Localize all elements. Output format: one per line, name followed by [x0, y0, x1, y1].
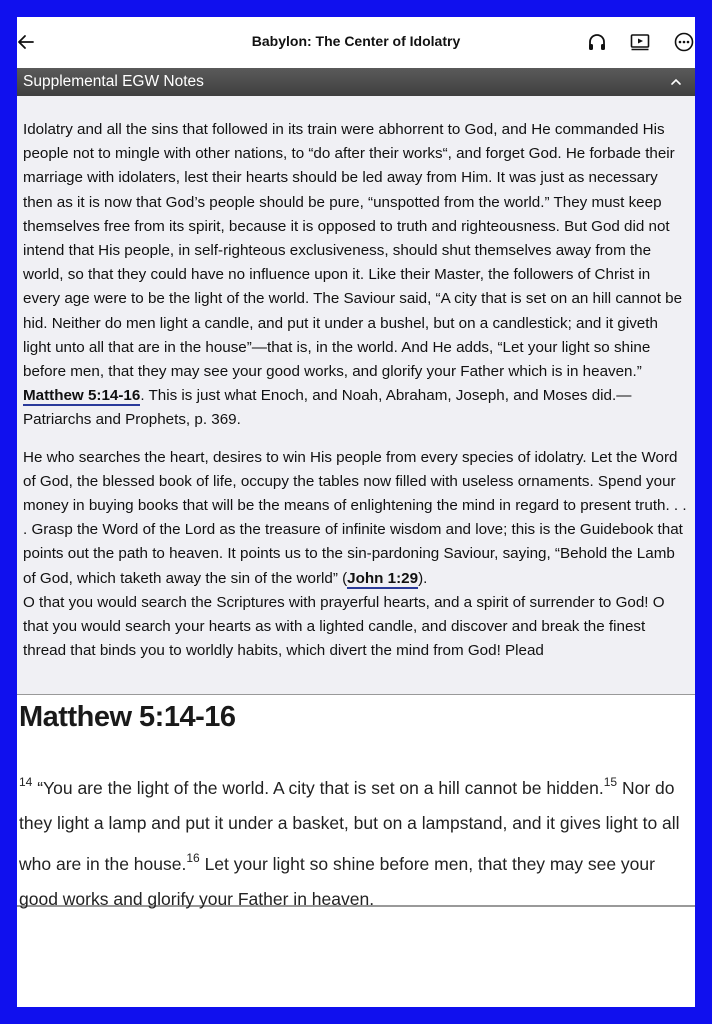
supplemental-notes-header[interactable]	[17, 68, 695, 96]
app-frame	[17, 17, 695, 1007]
scripture-link-john[interactable]: John 1:29	[347, 569, 419, 587]
notes-paragraph-tail: . This is just what Enoch, and Noah, Abraham, Joseph, and Moses did.—Patriarchs and Prophets, p. 369.	[23, 387, 632, 429]
video-play-icon[interactable]	[629, 31, 651, 53]
verse-number: 14	[19, 775, 33, 789]
verse-popup-panel	[17, 694, 695, 907]
verse-reference-title: Matthew 5:14-16	[19, 701, 236, 733]
more-options-icon[interactable]	[673, 31, 695, 53]
notes-content	[17, 96, 695, 694]
verse-number: 15	[603, 775, 618, 789]
notes-paragraph	[17, 118, 695, 433]
scripture-link-matthew[interactable]: Matthew 5:14-16	[23, 387, 141, 405]
notes-paragraph-text: He who searches the heart, desires to win His people from every species of idolatry. Let the Word of God, the blessed book of life, occupy the tables now filled with useless ornaments. Spend your money in buying books that will be the means of enlightening the mind in regard to present truth. . . . Grasp the Word of the Lord as the treasure of infinite wisdom and love; this is the Guidebook that points out the path to heaven. It points us to the sin-pardoning Saviour, saying, “Behold the Lamb of God, which taketh away the sin of the world” (	[23, 448, 687, 587]
headphones-icon[interactable]	[586, 31, 608, 53]
notes-paragraph-text: Idolatry and all the sins that followed in its train were abhorrent to God, and He commanded His people not to mingle with other nations, to “do after their works“, and forget God. He forbade their marriage with idolaters, lest their hearts should be led away from Him. It was just as necessary then as it is now that God’s people should be pure, “unspotted from the world.” They must keep themselves free from its spirit, because it is opposed to truth and righteousness. But God did not intend that His people, in self-righteous exclusiveness, should shut themselves away from the world, so that they could have no influence upon it. Like their Master, the followers of Christ in every age were to be the light of the world. The Saviour said, “A city that is set on an hill cannot be hid. Neither do men light a candle, and put it under a bushel, but on a candlestick; and it giveth light unto all that are in the house”—that is, in the world. And He adds, “Let your light so shine before men, that they may see your good works, and glorify your Father which is in heaven.”	[23, 121, 683, 381]
verse-content: Nor do they light a lamp and put it under a basket, but on a lampstand, and it gives light to all who are in the house.	[19, 778, 680, 874]
page-title: Babylon: The Center of Idolatry	[251, 33, 461, 49]
notes-paragraph	[17, 446, 695, 591]
notes-paragraph	[17, 591, 695, 664]
verse-content: Let your light so shine before men, that they may see your good works and glorify your Father in heaven.	[19, 854, 655, 909]
top-bar	[17, 17, 695, 67]
verse-content: “You are the light of the world. A city that is set on a hill cannot be hidden.	[32, 778, 604, 798]
verse-text	[19, 765, 689, 917]
section-header-label: Supplemental EGW Notes	[23, 73, 204, 90]
notes-paragraph-tail: ).	[418, 569, 428, 587]
verse-number: 16	[186, 851, 200, 865]
notes-paragraph-text: O that you would search the Scriptures with prayerful hearts, and a spirit of surrender to God! O that you would search your hearts as with a lighted candle, and discover and break the finest thread that binds you to worldly habits, which divert the mind from God! Plead	[23, 593, 665, 660]
chevron-up-icon[interactable]	[669, 75, 683, 89]
